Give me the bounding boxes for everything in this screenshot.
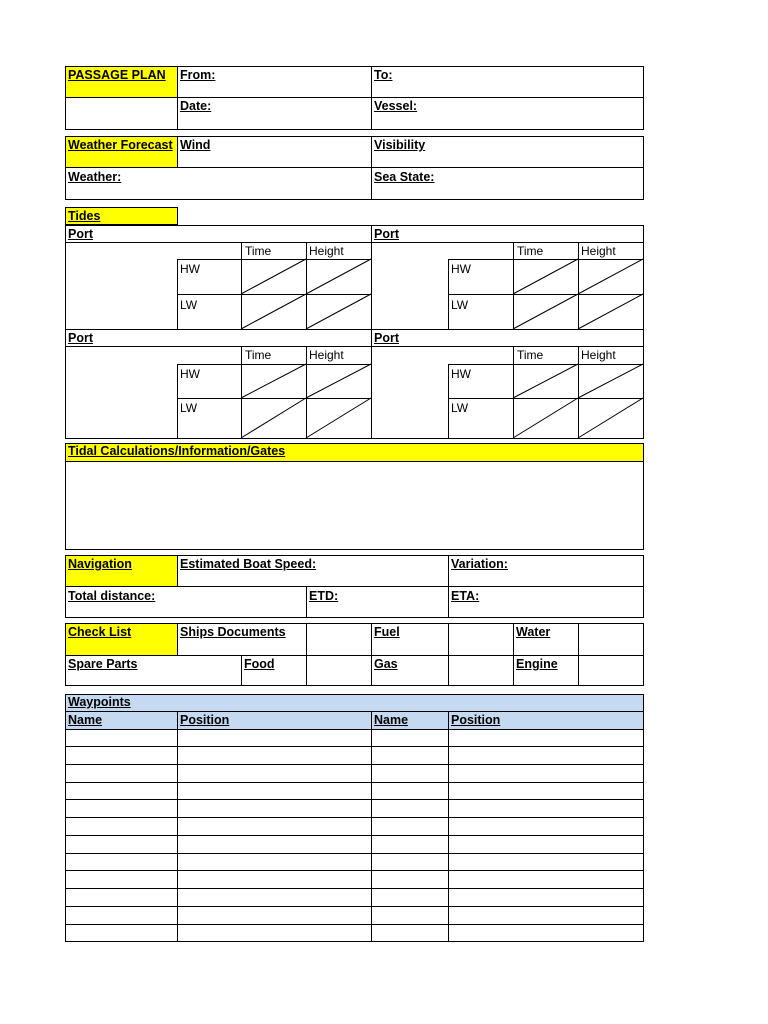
diagonal-slash: [513, 259, 644, 330]
table-row: [65, 924, 644, 925]
height-header: Height: [581, 348, 616, 362]
port-label: Port: [374, 331, 399, 345]
fuel-label: Fuel: [374, 625, 400, 639]
time-header: Time: [517, 348, 544, 362]
date-label: Date:: [180, 99, 212, 113]
port-label: Port: [374, 227, 399, 241]
table-row: [65, 906, 644, 907]
etd-label: ETD:: [309, 589, 339, 603]
waypoint-name-header: Name: [68, 713, 103, 727]
ships-documents-label: Ships Documents: [180, 625, 286, 639]
time-header: Time: [245, 348, 272, 362]
diagonal-slash: [513, 364, 644, 439]
visibility-label: Visibility: [374, 138, 426, 152]
table-row: [65, 746, 644, 747]
food-label: Food: [244, 657, 275, 671]
diagonal-slash: [241, 259, 372, 330]
from-label: From:: [180, 68, 216, 82]
waypoints-header: [65, 694, 644, 730]
lw-label: LW: [180, 298, 198, 312]
weather-label: Weather:: [68, 170, 122, 184]
waypoint-position-header: Position: [180, 713, 230, 727]
table-row: [65, 764, 644, 765]
wind-label: Wind: [180, 138, 211, 152]
height-header: Height: [581, 244, 616, 258]
passage-plan-title: PASSAGE PLAN: [68, 68, 166, 82]
height-header: Height: [309, 348, 344, 362]
navigation-title: Navigation: [68, 557, 132, 571]
time-header: Time: [245, 244, 272, 258]
table-row: [65, 835, 644, 836]
sea-state-label: Sea State:: [374, 170, 435, 184]
water-label: Water: [516, 625, 551, 639]
table-row: [65, 853, 644, 854]
diagonal-slash: [241, 364, 372, 439]
tidal-calculations-title: Tidal Calculations/Information/Gates: [68, 444, 286, 458]
port-label: Port: [68, 331, 93, 345]
hw-label: HW: [180, 262, 200, 276]
port-label: Port: [68, 227, 93, 241]
table-row: [65, 888, 644, 889]
to-label: To:: [374, 68, 393, 82]
table-row: [65, 782, 644, 783]
height-header: Height: [309, 244, 344, 258]
lw-label: LW: [451, 401, 469, 415]
hw-label: HW: [180, 367, 200, 381]
lw-label: LW: [180, 401, 198, 415]
gas-label: Gas: [374, 657, 398, 671]
weather-forecast-title: Weather Forecast: [68, 138, 173, 152]
waypoint-position-header: Position: [451, 713, 501, 727]
spare-parts-label: Spare Parts: [68, 657, 138, 671]
tides-title: Tides: [68, 209, 101, 223]
waypoint-name-header: Name: [374, 713, 409, 727]
eta-label: ETA:: [451, 589, 480, 603]
engine-label: Engine: [516, 657, 558, 671]
lw-label: LW: [451, 298, 469, 312]
hw-label: HW: [451, 262, 471, 276]
hw-label: HW: [451, 367, 471, 381]
checklist-title: Check List: [68, 625, 132, 639]
variation-label: Variation:: [451, 557, 508, 571]
waypoints-title: Waypoints: [68, 695, 131, 709]
table-row: [65, 817, 644, 818]
time-header: Time: [517, 244, 544, 258]
vessel-label: Vessel:: [374, 99, 418, 113]
total-distance-label: Total distance:: [68, 589, 156, 603]
boat-speed-label: Estimated Boat Speed:: [180, 557, 317, 571]
table-row: [65, 799, 644, 800]
table-row: [65, 870, 644, 871]
tidal-calculations-area[interactable]: [66, 463, 643, 549]
